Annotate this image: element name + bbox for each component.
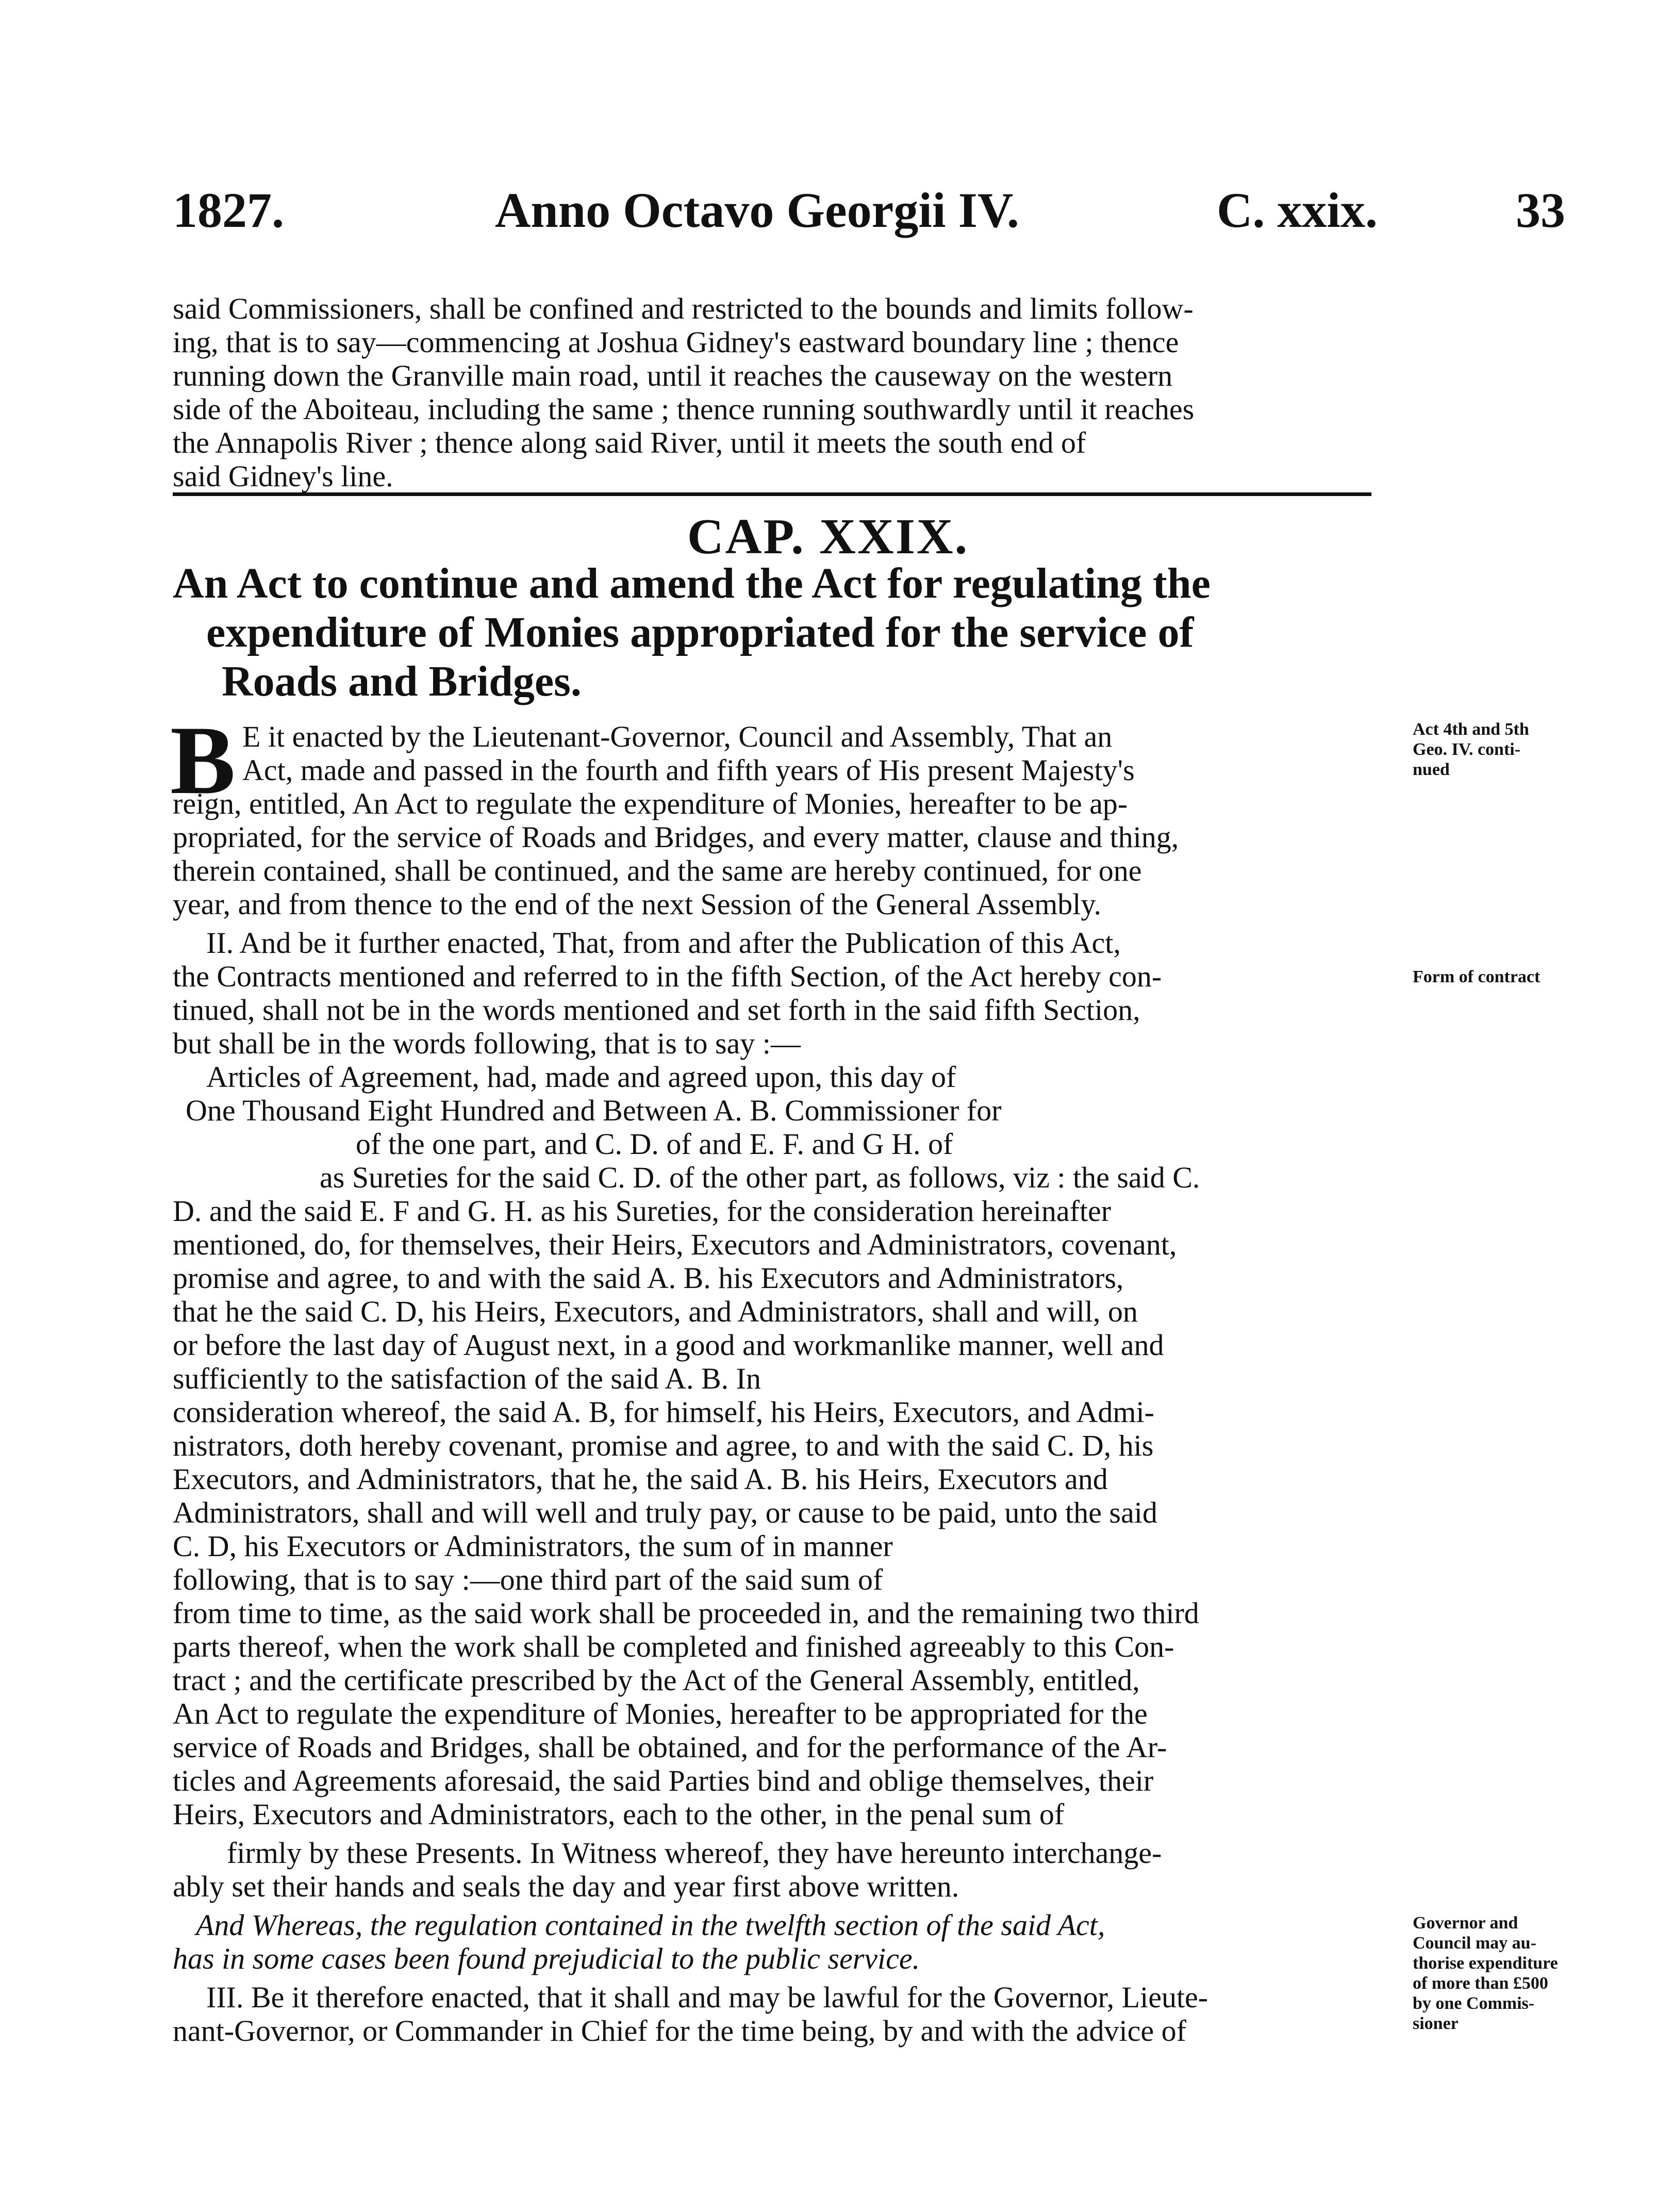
cap-heading: CAP. XXIX.: [687, 509, 969, 565]
body-line: III. Be it therefore enacted, that it shall and may be lawful for the Governor, Lieute-: [206, 1980, 1208, 2014]
margin-note: Form of contract: [1413, 967, 1541, 986]
act-title-line: Roads and Bridges.: [222, 657, 582, 705]
body-line: II. And be it further enacted, That, from and after the Publication of this Act,: [206, 926, 1121, 960]
body-line: Act, made and passed in the fourth and fifth years of His present Majesty's: [242, 753, 1135, 787]
body-line: from time to time, as the said work shall be proceeded in, and the remaining two third: [173, 1596, 1199, 1630]
body-line: tinued, shall not be in the words mentioned and set forth in the said fifth Section,: [173, 993, 1140, 1027]
preamble-line: ing, that is to say—commencing at Joshua Gidney's eastward boundary line ; thence: [173, 325, 1179, 359]
act-title-line: An Act to continue and amend the Act for regulating the: [173, 559, 1211, 607]
body-line: tract ; and the certificate prescribed by the Act of the General Assembly, entitled,: [173, 1663, 1140, 1697]
body-line: following, that is to say :—one third part of the said sum of: [173, 1563, 883, 1596]
body-line: that he the said C. D, his Heirs, Executors, and Administrators, shall and will, on: [173, 1295, 1138, 1328]
margin-note: Act 4th and 5th Geo. IV. conti- nued: [1413, 720, 1529, 780]
body-line: parts thereof, when the work shall be completed and finished agreeably to this Con-: [173, 1630, 1174, 1663]
body-line: firmly by these Presents. In Witness whereof, they have hereunto interchange-: [227, 1836, 1162, 1870]
body-line: of the one part, and C. D. of and E. F. and G H. of: [356, 1127, 953, 1161]
body-line: year, and from thence to the end of the next Session of the General Assembly.: [173, 887, 1102, 921]
body-line: promise and agree, to and with the said A. B. his Executors and Administrators,: [173, 1261, 1124, 1295]
body-line: mentioned, do, for themselves, their Heirs, Executors and Administrators, covenant,: [173, 1228, 1177, 1261]
body-line: nistrators, doth hereby covenant, promise and agree, to and with the said C. D, his: [173, 1429, 1154, 1462]
body-line: service of Roads and Bridges, shall be obtained, and for the performance of the Ar-: [173, 1730, 1167, 1764]
body-line: Articles of Agreement, had, made and agreed upon, this day of: [206, 1060, 956, 1094]
body-line: Executors, and Administrators, that he, the said A. B. his Heirs, Executors and: [173, 1462, 1108, 1496]
preamble-line: said Gidney's line.: [173, 459, 393, 493]
body-line: propriated, for the service of Roads and Bridges, and every matter, clause and thing,: [173, 820, 1179, 854]
header-year: 1827.: [173, 183, 284, 238]
body-line: but shall be in the words following, that is to say :—: [173, 1027, 801, 1060]
header-chapter: C. xxix.: [1217, 183, 1378, 238]
body-line: An Act to regulate the expenditure of Monies, hereafter to be appropriated for the: [173, 1697, 1148, 1730]
body-line: consideration whereof, the said A. B, for himself, his Heirs, Executors, and Admi-: [173, 1395, 1154, 1429]
preamble-line: running down the Granville main road, until it reaches the causeway on the western: [173, 359, 1173, 392]
margin-note: Governor and Council may au- thorise expenditure of more than £500 by one Commis- sioner: [1413, 1913, 1558, 2034]
body-line: nant-Governor, or Commander in Chief for the time being, by and with the advice of: [173, 2014, 1186, 2048]
body-line: reign, entitled, An Act to regulate the expenditure of Monies, hereafter to be ap-: [173, 787, 1128, 820]
body-line: C. D, his Executors or Administrators, the sum of in manner: [173, 1529, 893, 1563]
act-title-line: expenditure of Monies appropriated for the service of: [206, 608, 1194, 656]
body-line: Heirs, Executors and Administrators, each to the other, in the penal sum of: [173, 1797, 1065, 1831]
preamble-line: the Annapolis River ; thence along said River, until it meets the south end of: [173, 426, 1086, 459]
body-line: sufficiently to the satisfaction of the said A. B. In: [173, 1362, 761, 1395]
body-line: One Thousand Eight Hundred and Between A. B. Commissioner for: [186, 1094, 1002, 1127]
body-line: Administrators, shall and will well and truly pay, or cause to be paid, unto the said: [173, 1496, 1157, 1529]
body-line: ably set their hands and seals the day and year first above written.: [173, 1870, 959, 1903]
body-line: or before the last day of August next, in a good and workmanlike manner, well and: [173, 1328, 1164, 1362]
body-line: has in some cases been found prejudicial to the public service.: [173, 1942, 920, 1975]
preamble-line: said Commissioners, shall be confined and restricted to the bounds and limits follow-: [173, 292, 1194, 325]
page-number: 33: [1516, 183, 1565, 238]
body-line: as Sureties for the said C. D. of the other part, as follows, viz : the said C.: [320, 1161, 1200, 1194]
body-line: ticles and Agreements aforesaid, the said Parties bind and oblige themselves, their: [173, 1764, 1154, 1797]
body-line: D. and the said E. F and G. H. as his Sureties, for the consideration hereinafter: [173, 1194, 1112, 1228]
body-line: E it enacted by the Lieutenant-Governor, Council and Assembly, That an: [242, 720, 1113, 753]
header-title: Anno Octavo Georgii IV.: [495, 183, 1019, 238]
body-line: therein contained, shall be continued, and the same are hereby continued, for one: [173, 854, 1142, 887]
body-line: the Contracts mentioned and referred to in the fifth Section, of the Act hereby con-: [173, 960, 1162, 993]
section-divider: [173, 492, 1371, 496]
drop-cap: B: [170, 706, 236, 815]
body-line: And Whereas, the regulation contained in the twelfth section of the said Act,: [196, 1908, 1105, 1942]
preamble-line: side of the Aboiteau, including the same ; thence running southwardly until it reaches: [173, 392, 1195, 426]
